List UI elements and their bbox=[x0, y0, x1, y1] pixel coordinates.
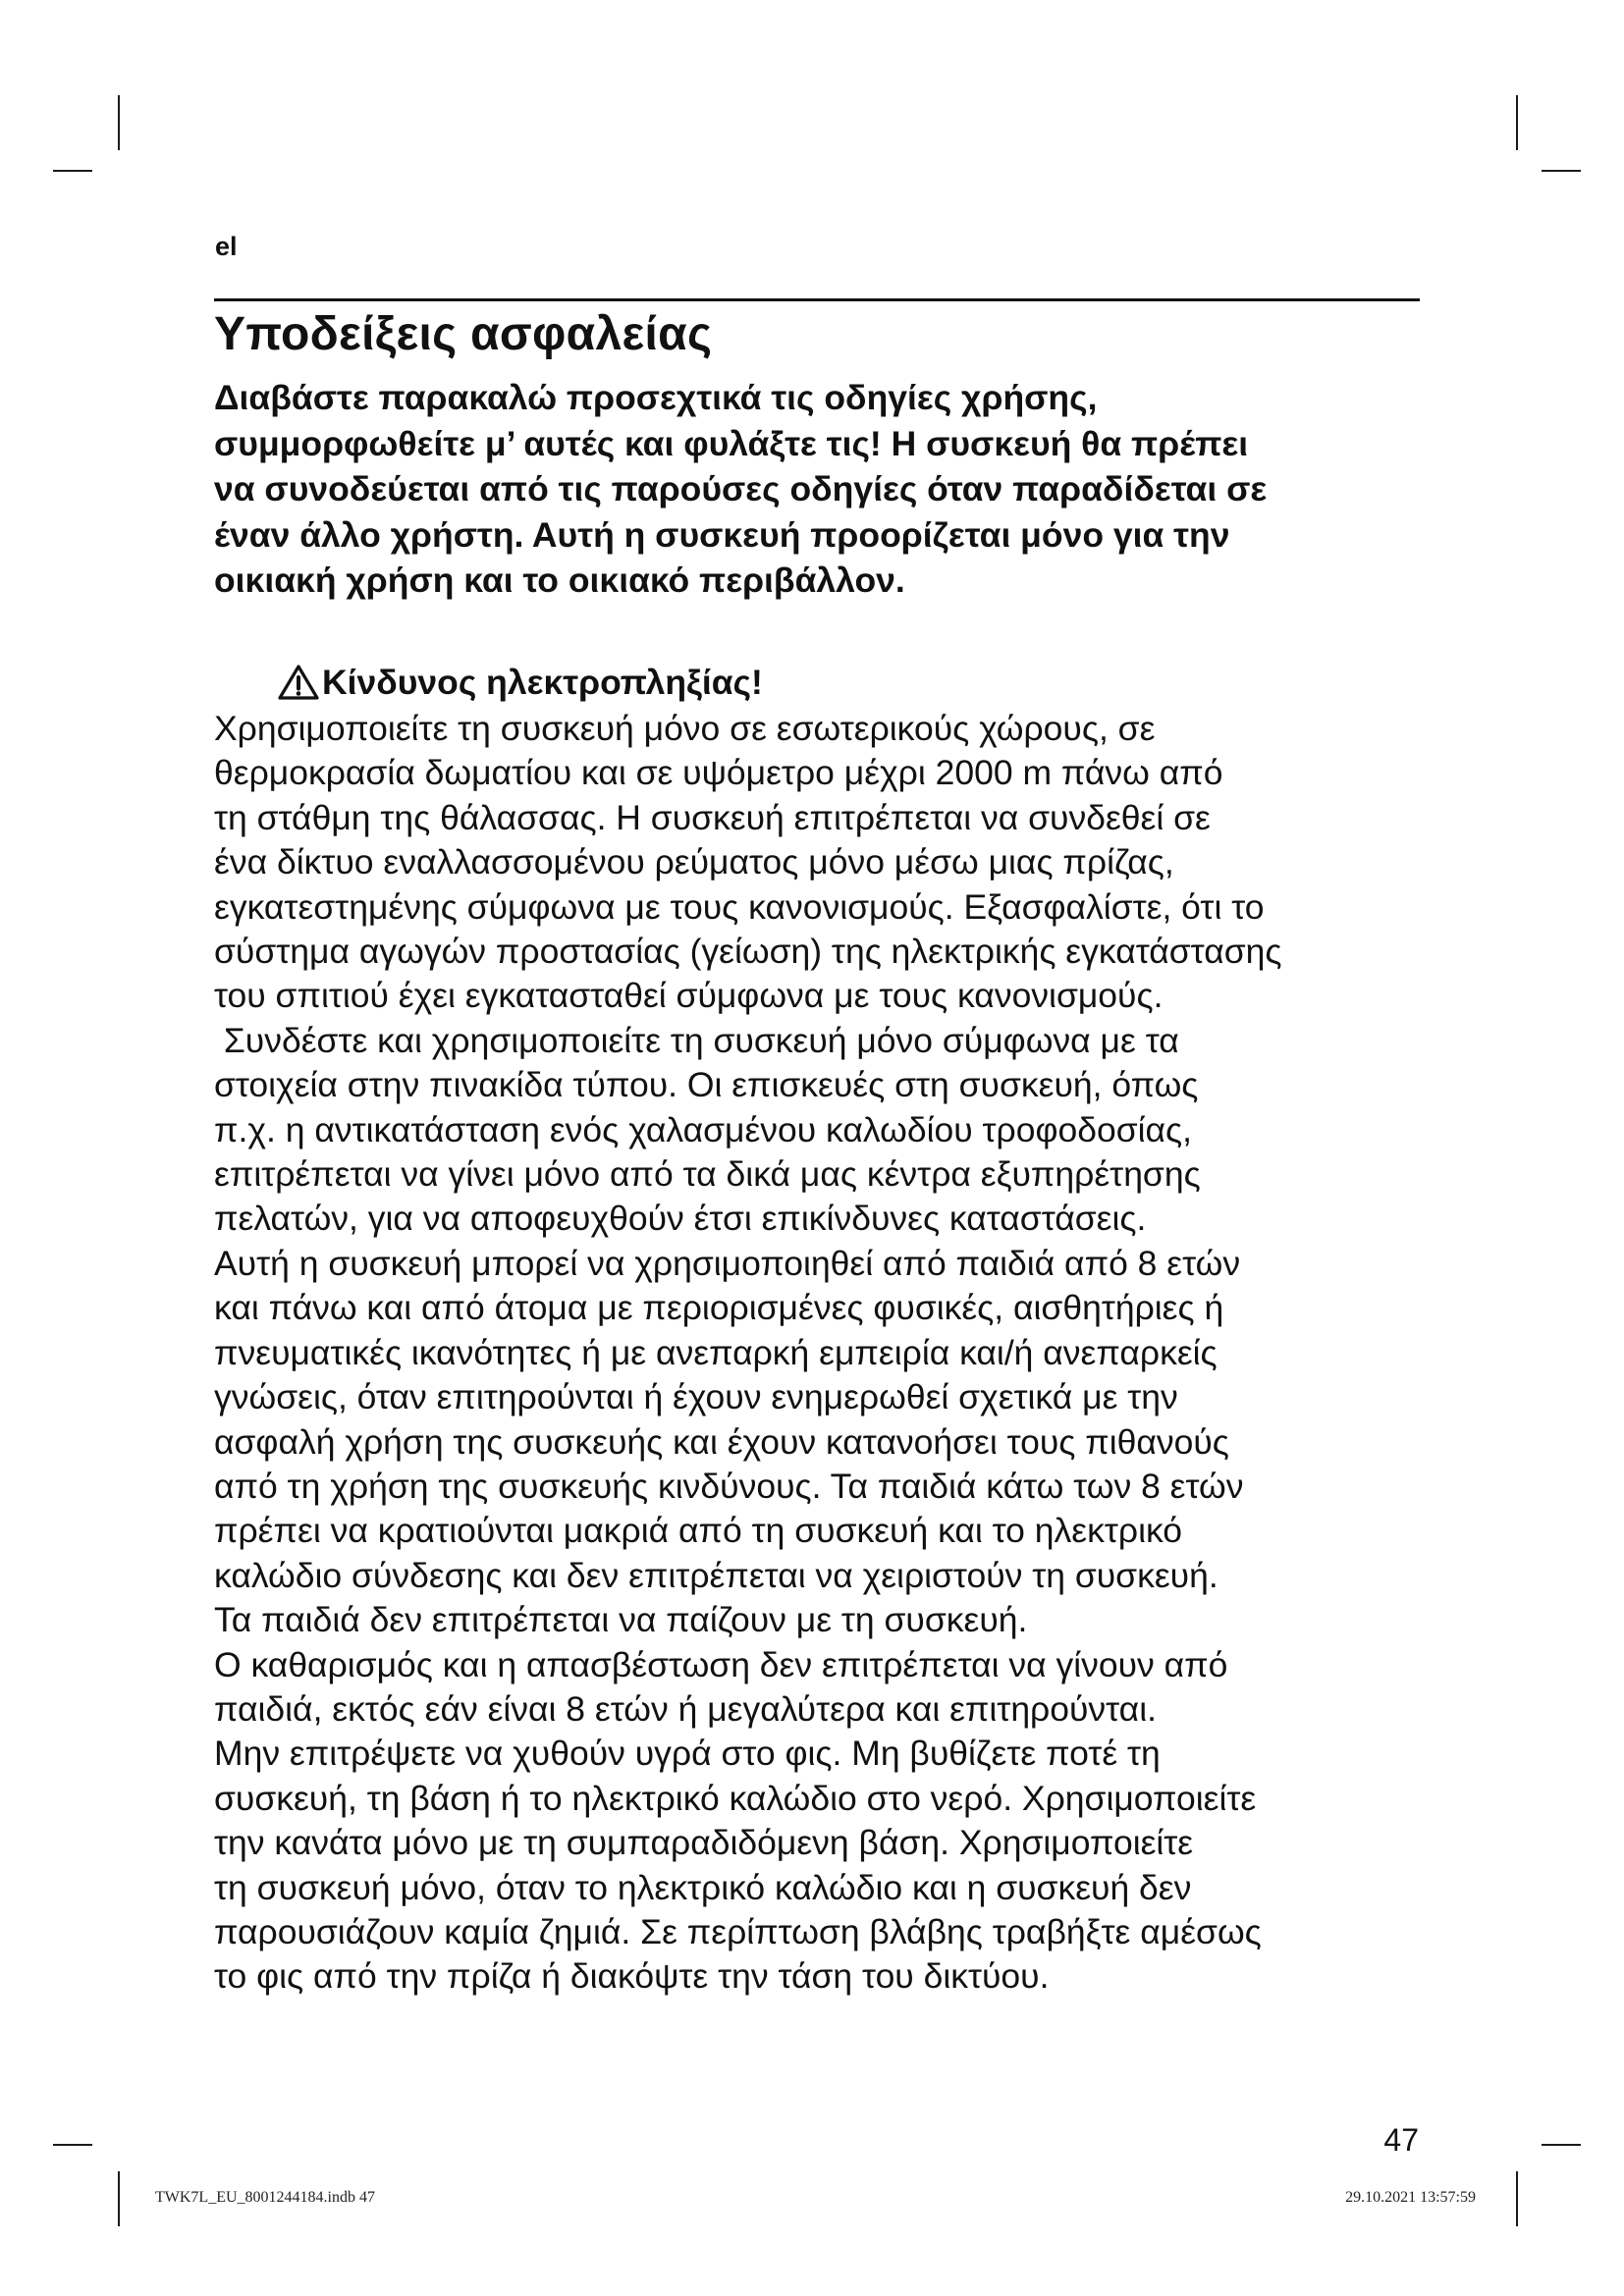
crop-mark-bottom-left-vertical bbox=[118, 2171, 120, 2226]
print-slug-file: TWK7L_EU_8001244184.indb 47 bbox=[155, 2189, 375, 2206]
body-text-line: συσκευή, τη βάση ή το ηλεκτρικό καλώδιο στο νερό. Χρησιμοποιείτε bbox=[214, 1778, 1257, 1818]
body-text-line: τη στάθμη της θάλασσας. Η συσκευή επιτρέπεται να συνδεθεί σε bbox=[214, 797, 1211, 837]
body-text-line: από τη χρήση της συσκευής κινδύνους. Τα παιδιά κάτω των 8 ετών bbox=[214, 1466, 1244, 1506]
language-code: el bbox=[215, 232, 238, 261]
body-text-line: πελατών, για να αποφευχθούν έτσι επικίνδυνες καταστάσεις. bbox=[214, 1199, 1147, 1239]
body-text-line: Συνδέστε και χρησιμοποιείτε τη συσκευή μόνο σύμφωνα με τα bbox=[214, 1020, 1179, 1060]
intro-line: να συνοδεύεται από τις παρούσες οδηγίες όταν παραδίδεται σε bbox=[214, 469, 1268, 508]
body-text-line: Χρησιμοποιείτε τη συσκευή μόνο σε εσωτερικούς χώρους, σε bbox=[214, 709, 1156, 748]
warning-heading bbox=[277, 660, 763, 705]
body-text-line: πρέπει να κρατιούνται μακριά από τη συσκευή και το ηλεκτρικό bbox=[214, 1511, 1183, 1551]
body-text-line: επιτρέπεται να γίνει μόνο από τα δικά μας κέντρα εξυπηρέτησης bbox=[214, 1154, 1201, 1195]
body-text-line: Τα παιδιά δεν επιτρέπεται να παίζουν με τη συσκευή. bbox=[214, 1600, 1028, 1640]
body-text-line: γνώσεις, όταν επιτηρούνται ή έχουν ενημερωθεί σχετικά με την bbox=[214, 1377, 1178, 1417]
body-text-line: π.χ. η αντικατάσταση ενός χαλασμένου καλωδίου τροφοδοσίας, bbox=[214, 1109, 1193, 1149]
body-text-line: Ο καθαρισμός και η απασβέστωση δεν επιτρέπεται να γίνουν από bbox=[214, 1644, 1228, 1684]
body-text-line: το φις από την πρίζα ή διακόψτε την τάση του δικτύου. bbox=[214, 1956, 1050, 1997]
page-number: 47 bbox=[1383, 2122, 1419, 2158]
print-slug-timestamp: 29.10.2021 13:57:59 bbox=[1345, 2189, 1476, 2206]
intro-line: έναν άλλο χρήστη. Αυτή η συσκευή προορίζεται μόνο για την bbox=[214, 514, 1230, 555]
body-text-line: παρουσιάζουν καμία ζημιά. Σε περίπτωση βλάβης τραβήξτε αμέσως bbox=[214, 1911, 1262, 1951]
body-text-line: παιδιά, εκτός εάν είναι 8 ετών ή μεγαλύτερα και επιτηρούνται. bbox=[214, 1688, 1157, 1729]
body-text-line: ένα δίκτυο εναλλασσομένου ρεύματος μόνο μέσω μιας πρίζας, bbox=[214, 842, 1174, 882]
crop-mark-top-right-horizontal bbox=[1542, 170, 1581, 172]
body-text-line: και πάνω και από άτομα με περιορισμένες φυσικές, αισθητήριες ή bbox=[214, 1288, 1224, 1328]
crop-mark-top-left-horizontal bbox=[53, 170, 92, 172]
page-title: Υποδείξεις ασφαλείας bbox=[214, 308, 713, 360]
body-text-line: την κανάτα μόνο με τη συμπαραδιδόμενη βάση. Χρησιμοποιείτε bbox=[214, 1823, 1194, 1863]
crop-mark-bottom-left-horizontal bbox=[53, 2144, 92, 2146]
crop-mark-bottom-right-horizontal bbox=[1542, 2144, 1581, 2146]
intro-paragraph bbox=[214, 375, 1432, 604]
heading-rule bbox=[214, 298, 1420, 301]
warning-triangle-icon bbox=[277, 664, 320, 701]
intro-line: Διαβάστε παρακαλώ προσεχτικά τις οδηγίες χρήσης, bbox=[214, 378, 1098, 417]
intro-line: συμμορφωθείτε μ’ αυτές και φυλάξτε τις! Η συσκευή θα πρέπει bbox=[214, 423, 1249, 463]
body-text-line: του σπιτιού έχει εγκατασταθεί σύμφωνα με τους κανονισμούς. bbox=[214, 976, 1164, 1016]
crop-mark-bottom-right-vertical bbox=[1516, 2171, 1518, 2226]
body-text-line: Μην επιτρέψετε να χυθούν υγρά στο φις. Μη βυθίζετε ποτέ τη bbox=[214, 1734, 1161, 1774]
body-text-line: εγκατεστημένης σύμφωνα με τους κανονισμούς. Εξασφαλίστε, ότι το bbox=[214, 886, 1265, 927]
body-text-line: τη συσκευή μόνο, όταν το ηλεκτρικό καλώδιο και η συσκευή δεν bbox=[214, 1867, 1192, 1907]
crop-mark-top-left-vertical bbox=[118, 95, 120, 150]
safety-instructions-body bbox=[214, 707, 1432, 2000]
body-text-line: θερμοκρασία δωματίου και σε υψόμετρο μέχρι 2000 m πάνω από bbox=[214, 753, 1223, 793]
body-text-line: ασφαλή χρήση της συσκευής και έχουν κατανοήσει τους πιθανούς bbox=[214, 1421, 1229, 1462]
body-text-line: καλώδιο σύνδεσης και δεν επιτρέπεται να χειριστούν τη συσκευή. bbox=[214, 1555, 1218, 1595]
intro-line: οικιακή χρήση και το οικιακό περιβάλλον. bbox=[214, 561, 905, 600]
body-text-line: στοιχεία στην πινακίδα τύπου. Οι επισκευές στη συσκευή, όπως bbox=[214, 1065, 1199, 1105]
body-text-line: σύστημα αγωγών προστασίας (γείωση) της ηλεκτρικής εγκατάστασης bbox=[214, 932, 1282, 972]
body-text-line: πνευματικές ικανότητες ή με ανεπαρκή εμπειρία και/ή ανεπαρκείς bbox=[214, 1332, 1218, 1372]
crop-mark-top-right-vertical bbox=[1516, 95, 1518, 150]
body-text-line: Αυτή η συσκευή μπορεί να χρησιμοποιηθεί από παιδιά από 8 ετών bbox=[214, 1243, 1241, 1283]
warning-title: Κίνδυνος ηλεκτροπληξίας! bbox=[322, 662, 763, 702]
